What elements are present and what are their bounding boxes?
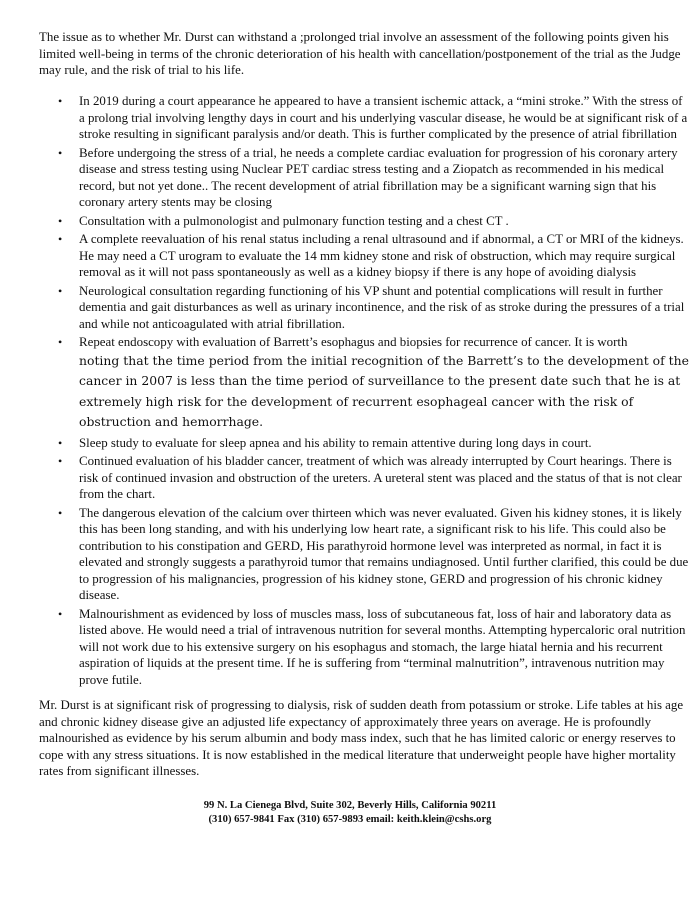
list-item: [39, 283, 691, 333]
list-item-text: Continued evaluation of his bladder cancer, treatment of which was already interrupted by Court hearings. There is risk of continued invasion and obstruction of the ureters. A ureteral stent was placed and the status of that is not clear from the chart.: [79, 454, 682, 501]
list-item-text: Malnourishment as evidenced by loss of muscles mass, loss of subcutaneous fat, loss of hair and laboratory data as listed above. He would need a trial of intravenous nutrition for several months. Attempting hypercaloric oral nutrition will not work due to his extensive surgery on his esophagus and stomach, the large hiatal hernia and his recurrent aspiration of liquids at the present time. If he is suffering from “terminal malnutrition”, intravenous nutrition may prove futile.: [79, 606, 686, 687]
list-item-text: Before undergoing the stress of a trial, he needs a complete cardiac evaluation for progression of his coronary artery disease and stress testing using Nuclear PET cardiac stress testing and a Ziopatch as recommended in his medical record, but not yet done.. The recent development of atrial fibrillation may be a significant warning sign that his coronary artery stents may be closing: [79, 145, 678, 209]
bullet-icon: •: [58, 606, 63, 621]
bullet-icon: •: [58, 335, 63, 349]
bullet-icon: •: [58, 283, 63, 298]
footer-contact: (310) 657-9841 Fax (310) 657-9893 email: keith.klein@cshs.org: [208, 814, 492, 826]
list-item-text: The dangerous elevation of the calcium over thirteen which was never evaluated. Given his kidney stones, it is likely this has been long standing, and with his underlying low heart rate, a significant risk to his life. This could also be contribution to his constipation and GERD, His parathyroid hormone level was interpreted as normal, in fact it is elevated and strongly suggests a parathyroid tumor that remains undiagnosed. Until further clarified, this could be due to progression of his malignancies, progression of his kidney stone, GERD and progression of his chronic kidney disease.: [79, 505, 689, 602]
list-item: [39, 505, 691, 604]
bullet-icon: •: [58, 435, 63, 450]
footer-address: 99 N. La Cienega Blvd, Suite 302, Beverly Hills, California 90211: [203, 800, 497, 811]
list-item: [39, 145, 691, 211]
bullet-icon: •: [58, 145, 63, 160]
bullet-icon: •: [58, 94, 63, 108]
list-item-text: Consultation with a pulmonologist and pulmonary function testing and a chest CT .: [79, 213, 509, 228]
list-item-text: Sleep study to evaluate for sleep apnea and his ability to remain attentive during long days in court.: [79, 435, 592, 450]
bullet-icon: •: [58, 232, 63, 246]
list-item: [39, 93, 691, 143]
list-item: [39, 213, 691, 230]
bullet-icon: •: [58, 213, 63, 228]
list-item: [39, 606, 691, 689]
letterhead-footer: [0, 799, 700, 827]
closing-paragraph: Mr. Durst is at significant risk of progressing to dialysis, risk of sudden death from potassium or stroke. Life tables at his age and chronic kidney disease give an adjusted life expectancy of approximately three years on average. He is profoundly malnourished as evidence by his serum albumin and body mass index, such that he has limited caloric or energy reserves to cope with any stress situations. It is now established in the medical literature that underweight people have higher mortality rates from significant illnesses.: [39, 698, 684, 778]
list-item: [39, 334, 691, 433]
list-item: [39, 435, 691, 452]
list-item-text: In 2019 during a court appearance he appeared to have a transient ischemic attack, a “mini stroke.” With the stress of a prolong trial involving lengthy days in court and his underlying vascular disease, he would be at significant risk of a stroke resulting in significant paralysis and/or death. This is further complicated by the presence of atrial fibrillation: [79, 94, 688, 141]
list-item-text: Neurological consultation regarding functioning of his VP shunt and potential complications will result in further dementia and gait disturbances as well as urinary incontinence, and the risk of as stroke during the pressures of a trial and while not anticoagulated with atrial fibrillation.: [79, 283, 685, 331]
list-item: [39, 231, 691, 281]
intro-paragraph: The issue as to whether Mr. Durst can withstand a ;prolonged trial involve an assessment of the following points given his limited well-being in terms of the chronic deterioration of his health with cancellation/postponement of the trial as the Judge may rule, and the risk of trial to his life.: [39, 30, 681, 77]
bullet-icon: •: [58, 505, 63, 520]
bullet-icon: •: [58, 454, 63, 468]
list-item-text: A complete reevaluation of his renal status including a renal ultrasound and if abnormal, a CT or MRI of the kidneys. He may need a CT urogram to evaluate the 14 mm kidney stone and risk of obstruction, which may require surgical removal as it will not pass spontaneously as well as a kidney biopsy if there is any hope of avoiding dialysis: [79, 232, 684, 279]
list-item: [39, 453, 691, 503]
list-item-text: Repeat endoscopy with evaluation of Barrett’s esophagus and biopsies for recurrence of cancer. It is worth: [79, 335, 628, 349]
evaluation-points-list: [39, 93, 691, 690]
list-item-text-continued: noting that the time period from the initial recognition of the Barrett’s to the development of the cancer in 2007 is less than the time period of surveillance to the present date such that he is at extremely high risk for the development of recurrent esophageal cancer with the risk of obstruction and hemorrhage.: [79, 352, 689, 429]
